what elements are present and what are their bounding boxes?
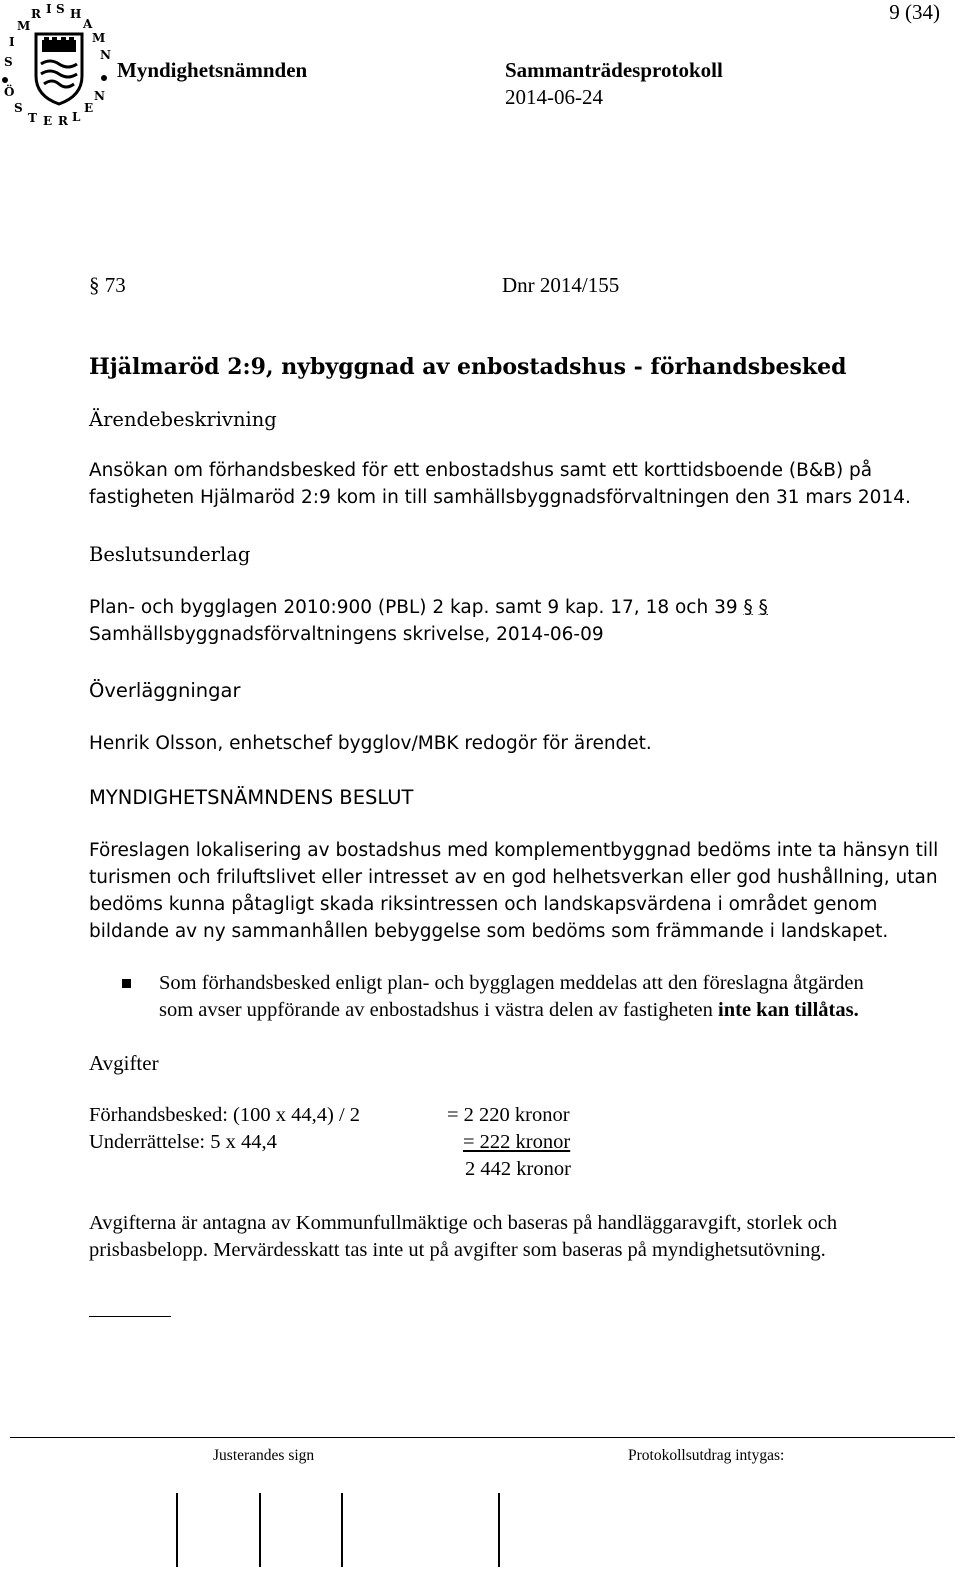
svg-text:T: T [28, 111, 37, 125]
svg-text:S: S [14, 101, 23, 115]
fee-total: 2 442 kronor [465, 1158, 571, 1180]
heading-beslutsunderlag: Beslutsunderlag [89, 543, 251, 566]
beslut-line-4: bildande av ny sammanhållen bebyggelse som bedöms som främmande i landskapet. [89, 921, 889, 942]
meeting-date: 2014-06-24 [505, 85, 603, 109]
svg-text:N: N [94, 89, 105, 103]
signature-box-line [259, 1493, 261, 1567]
diary-number: Dnr 2014/155 [502, 273, 620, 297]
bullet-square-icon [122, 979, 131, 988]
fee-row-label-2: Underrättelse: 5 x 44,4 [89, 1131, 277, 1153]
svg-text:N: N [100, 48, 111, 62]
bullet-decision-emphasis: inte kan tillåtas. [718, 999, 859, 1021]
footer-justerandes-sign: Justerandes sign [213, 1447, 315, 1464]
heading-arendebeskrivning: Ärendebeskrivning [89, 408, 277, 431]
document-type: Sammanträdesprotokoll [505, 58, 723, 82]
organization-name: Myndighetsnämnden [117, 58, 308, 82]
svg-text:R: R [58, 114, 68, 126]
beslut-line-1: Föreslagen lokalisering av bostadshus med komplementbyggnad bedöms inte ta hänsyn till [89, 840, 939, 861]
svg-text:M: M [92, 31, 106, 45]
fee-row-value-2: = 222 kronor [463, 1131, 571, 1153]
svg-text:L: L [72, 110, 81, 124]
footnote-separator [89, 1316, 171, 1317]
svg-text:E: E [84, 101, 94, 115]
footer-protokollsutdrag: Protokollsutdrag intygas: [628, 1447, 785, 1464]
svg-text:S: S [56, 4, 65, 16]
section-sign-icon: § [89, 273, 100, 297]
footer-divider [10, 1437, 955, 1438]
avgifter-note-line-2: prisbasbelopp. Mervärdesskatt tas inte ut på avgifter som baseras på myndighetsutövning. [89, 1239, 826, 1261]
svg-text:Ö: Ö [4, 85, 15, 99]
page-number: 9 (34) [889, 0, 940, 24]
beslut-line-3: bedöms kunna påtagligt skada riksintressen och landskapsvärdena i området genom [89, 894, 878, 915]
svg-text:S: S [4, 55, 13, 69]
beslutsunderlag-line-2: Samhällsbyggnadsförvaltningens skrivelse, 2014-06-09 [89, 624, 604, 645]
overlaggningar-line: Henrik Olsson, enhetschef bygglov/MBK redogör för ärendet. [89, 733, 652, 754]
svg-text:E: E [43, 114, 53, 126]
signature-box-line [498, 1493, 500, 1567]
fee-row-label-1: Förhandsbesked: (100 x 44,4) / 2 [89, 1104, 361, 1126]
arendebeskrivning-line-1: Ansökan om förhandsbesked för ett enbostadshus samt ett korttidsboende (B&B) på [89, 460, 873, 481]
arendebeskrivning-line-2: fastigheten Hjälmaröd 2:9 kom in till samhällsbyggnadsförvaltningen den 31 mars 2014. [89, 487, 911, 508]
svg-text:I: I [9, 35, 15, 49]
fee-row-value-1: = 2 220 kronor [447, 1104, 570, 1126]
section-sign-icon: § [758, 597, 768, 618]
beslutsunderlag-line-1: Plan- och bygglagen 2010:900 (PBL) 2 kap. samt 9 kap. 17, 18 och 39 § § [89, 597, 768, 618]
svg-text:A: A [83, 17, 93, 31]
heading-avgifter: Avgifter [89, 1051, 159, 1075]
svg-text:I: I [46, 4, 52, 16]
section-sign-icon: § [743, 597, 753, 618]
svg-text:M: M [17, 19, 31, 33]
paragraph-number: § 73 [89, 273, 126, 297]
beslut-line-2: turismen och friluftslivet eller intresset av en god helhetsverkan eller god hushållning, utan [89, 867, 938, 888]
heading-beslut: MYNDIGHETSNÄMNDENS BESLUT [89, 786, 414, 809]
bullet-line-1: Som förhandsbesked enligt plan- och bygglagen meddelas att den föreslagna åtgärden [159, 972, 864, 994]
municipal-seal-icon [0, 4, 118, 126]
signature-box-line [341, 1493, 343, 1567]
svg-text:H: H [70, 7, 82, 21]
svg-text:R: R [31, 7, 41, 21]
case-title: Hjälmaröd 2:9, nybyggnad av enbostadshus - förhandsbesked [89, 354, 847, 380]
avgifter-note-line-1: Avgifterna är antagna av Kommunfullmäktige och baseras på handläggaravgift, storlek och [89, 1212, 838, 1234]
heading-overlaggningar: Överläggningar [89, 679, 241, 702]
signature-box-line [176, 1493, 178, 1567]
bullet-line-2: som avser uppförande av enbostadshus i västra delen av fastigheten inte kan tillåtas. [159, 999, 859, 1021]
